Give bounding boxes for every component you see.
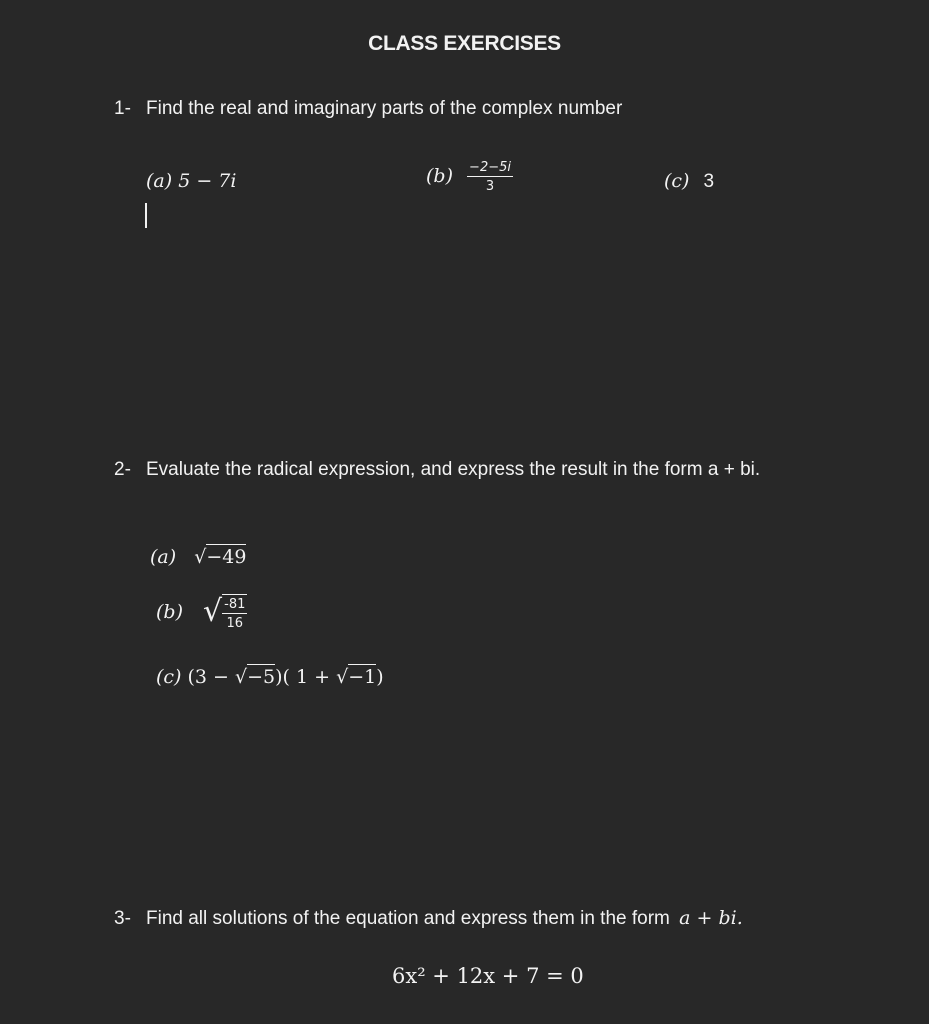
q2-a-radicand: −49 <box>206 546 247 568</box>
q2-b-fraction <box>222 594 247 630</box>
q1-part-b <box>426 161 513 193</box>
q2-b-numerator: -81 <box>224 597 246 612</box>
q2-part-b <box>156 594 247 630</box>
question-3 <box>114 907 743 930</box>
q2-b-label: (b) <box>156 601 183 623</box>
question-2-number: 2- <box>114 459 131 480</box>
q2-c-radicand-1: −5 <box>247 666 276 688</box>
question-3-number: 3- <box>114 908 131 929</box>
q2-c-open: (3 − <box>187 666 236 688</box>
question-1-number: 1- <box>114 98 131 119</box>
q1-a-expression: 5 − 7i <box>178 170 237 192</box>
q2-part-a <box>150 546 246 568</box>
q1-c-expression: 3 <box>703 171 715 192</box>
question-1-text: Find the real and imaginary parts of the complex number <box>146 98 623 119</box>
q1-part-c <box>664 170 714 193</box>
q1-c-label: (c) <box>664 170 690 192</box>
q2-a-label: (a) <box>150 546 177 568</box>
question-3-form: a + bi. <box>679 907 743 929</box>
question-3-text: Find all solutions of the equation and express them in the form <box>146 908 670 929</box>
q2-part-c <box>156 666 384 688</box>
q1-b-numerator: −2−5i <box>469 160 511 175</box>
q3-equation <box>392 964 584 988</box>
q2-c-label: (c) <box>156 666 182 688</box>
q2-c-middle: )( 1 + <box>275 666 337 688</box>
sqrt-icon: √ <box>235 666 248 688</box>
q3-equation-text: 6x² + 12x + 7 = 0 <box>392 964 584 988</box>
sqrt-icon: √ <box>194 546 207 568</box>
question-2 <box>114 459 760 481</box>
sqrt-icon: √ <box>336 666 349 688</box>
page-title: CLASS EXERCISES <box>368 32 561 55</box>
q2-b-denominator: 16 <box>226 616 244 631</box>
q1-b-fraction <box>467 161 513 193</box>
q2-c-radicand-2: −1 <box>348 666 377 688</box>
q1-a-label: (a) <box>146 170 173 192</box>
q1-b-denominator: 3 <box>485 179 495 194</box>
q1-b-label: (b) <box>426 165 453 187</box>
text-cursor <box>145 203 147 228</box>
sqrt-icon: √ <box>203 594 223 629</box>
q1-part-a <box>146 170 236 192</box>
question-2-text: Evaluate the radical expression, and express the result in the form a + bi. <box>146 459 761 480</box>
q2-c-close: ) <box>376 666 384 688</box>
question-1 <box>114 98 622 120</box>
